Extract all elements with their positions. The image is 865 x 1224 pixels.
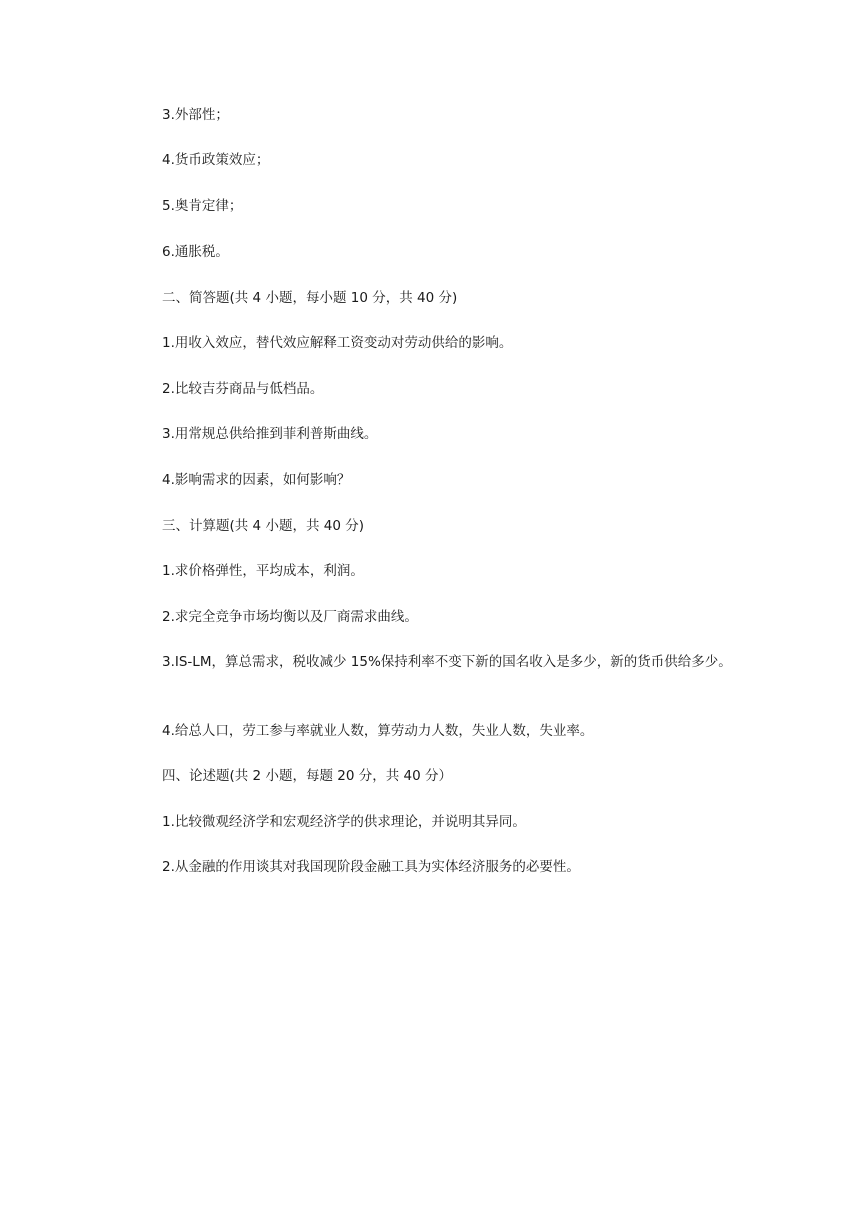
list-item: 2.比较吉芬商品与低档品。	[162, 381, 324, 397]
list-item: 4.影响需求的因素，如何影响？	[162, 472, 351, 488]
list-item: 5.奥肯定律；	[162, 198, 243, 214]
list-item: 3.IS-LM，算总需求，税收减少 15%保持利率不变下新的国名收入是多少，新的货币供给多少。	[162, 654, 732, 670]
list-item: 1.求价格弹性，平均成本，利润。	[162, 563, 364, 579]
list-item: 1.用收入效应，替代效应解释工资变动对劳动供给的影响。	[162, 335, 513, 351]
list-item: 2.从金融的作用谈其对我国现阶段金融工具为实体经济服务的必要性。	[162, 859, 580, 875]
list-item: 3.用常规总供给推到菲利普斯曲线。	[162, 426, 378, 442]
section-heading: 三、计算题(共 4 小题，共 40 分)	[162, 518, 364, 534]
list-item: 1.比较微观经济学和宏观经济学的供求理论，并说明其异同。	[162, 814, 526, 830]
list-item: 2.求完全竞争市场均衡以及厂商需求曲线。	[162, 609, 418, 625]
list-item: 6.通胀税。	[162, 244, 229, 260]
section-heading: 二、简答题(共 4 小题，每小题 10 分，共 40 分)	[162, 290, 458, 306]
section-heading: 四、论述题(共 2 小题，每题 20 分，共 40 分）	[162, 768, 452, 784]
list-item: 4.货币政策效应；	[162, 152, 270, 168]
list-item: 4.给总人口，劳工参与率就业人数，算劳动力人数，失业人数，失业率。	[162, 723, 594, 739]
list-item: 3.外部性；	[162, 107, 229, 123]
